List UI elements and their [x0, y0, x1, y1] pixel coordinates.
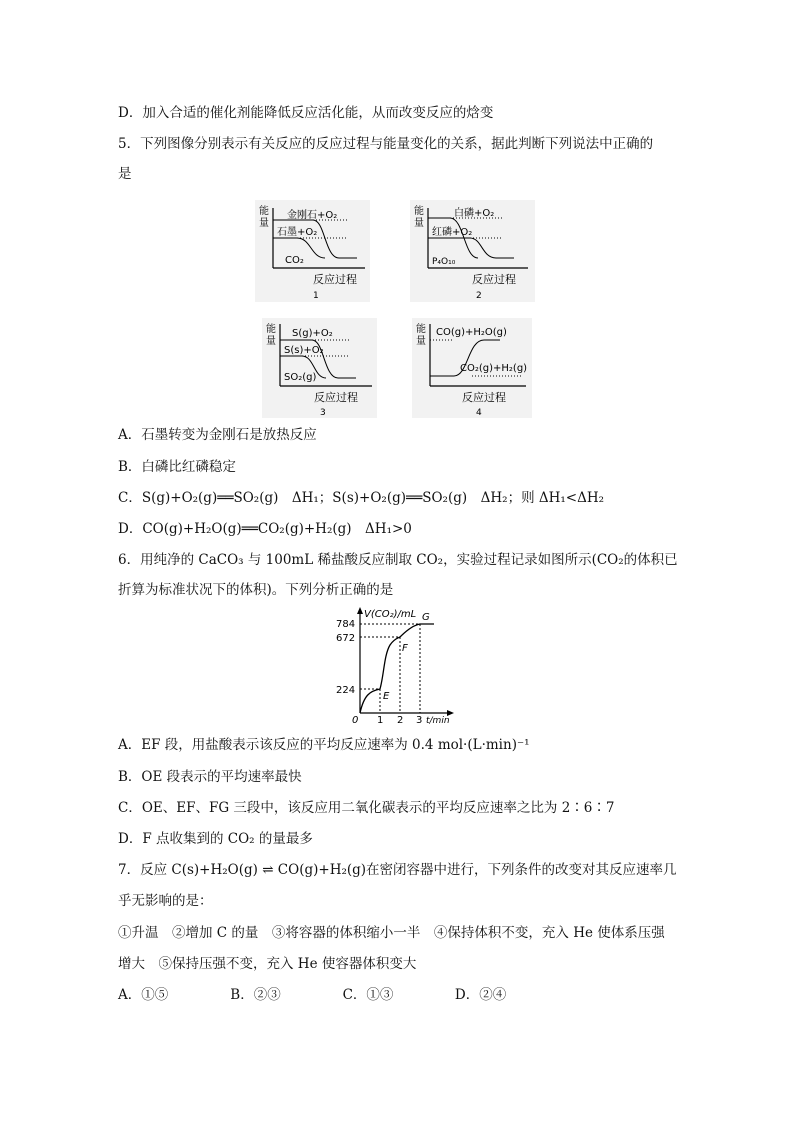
- energy-diagram-3: [262, 318, 377, 418]
- q7-conditions-line2: 增大 ⑤保持压强不变，充入 He 使容器体积变大: [118, 956, 417, 972]
- q7-option-d: D．②④: [454, 987, 507, 1003]
- q6-option-a: A．EF 段，用盐酸表示该反应的平均反应速率为 0.4 mol·(L·min)⁻¹: [118, 737, 530, 753]
- graph-point-f: F: [402, 643, 408, 654]
- graph-point-e: E: [383, 691, 390, 702]
- fig2-bottom-label: P₄O₁₀: [432, 257, 456, 267]
- graph-ytick-224: 224: [336, 685, 356, 696]
- graph-ylabel: V(CO₂)/mL: [364, 609, 417, 620]
- q7-options: [118, 985, 506, 1005]
- fig1-ylabel-2: 量: [259, 218, 269, 229]
- fig2-number: 2: [476, 291, 482, 301]
- q5-option-b: B．白磷比红磷稳定: [118, 459, 236, 475]
- energy-diagram-1: [255, 200, 370, 302]
- fig1-number: 1: [313, 291, 319, 301]
- graph-origin: 0: [352, 715, 359, 725]
- fig2-mid-label: 红磷+O₂: [432, 227, 473, 238]
- graph-xtick-2: 2: [397, 715, 404, 725]
- q7-option-a: A．①⑤: [118, 987, 169, 1003]
- graph-ytick-672: 672: [336, 633, 356, 644]
- q6-stem-line2: 折算为标准状况下的体积)。下列分析正确的是: [118, 582, 394, 598]
- fig2-ylabel-1: 能: [414, 206, 424, 217]
- graph-ytick-784: 784: [336, 619, 356, 630]
- fig4-ylabel-1: 能: [416, 324, 426, 335]
- fig2-ylabel-2: 量: [414, 218, 424, 229]
- q6-stem-line1: 6．用纯净的 CaCO₃ 与 100mL 稀盐酸反应制取 CO₂，实验过程记录如图所示(CO₂的体积已: [118, 552, 678, 568]
- energy-diagram-2: [410, 200, 535, 302]
- q5-option-d: D．CO(g)+H₂O(g)══CO₂(g)+H₂(g) ΔH₁>0: [118, 521, 412, 537]
- q5-option-a: A．石墨转变为金刚石是放热反应: [118, 427, 317, 443]
- fig4-xlabel: 反应过程: [462, 391, 506, 404]
- graph-point-g: G: [422, 612, 430, 623]
- fig3-bottom-label: SO₂(g): [284, 372, 317, 383]
- graph-xtick-1: 1: [377, 715, 384, 725]
- q6-option-c: C．OE、EF、FG 三段中，该反应用二氧化碳表示的平均反应速率之比为 2∶6∶7: [118, 800, 615, 816]
- fig3-xlabel: 反应过程: [314, 391, 358, 404]
- fig1-xlabel: 反应过程: [313, 273, 357, 286]
- fig4-ylabel-2: 量: [416, 336, 426, 347]
- graph-xlabel: t/min: [426, 716, 450, 725]
- fig4-number: 4: [476, 408, 482, 418]
- fig3-ylabel-1: 能: [266, 324, 276, 335]
- fig2-xlabel: 反应过程: [472, 273, 516, 286]
- fig2-top-label: 白磷+O₂: [454, 208, 495, 219]
- q6-option-b: B．OE 段表示的平均速率最快: [118, 769, 302, 785]
- co2-volume-graph: [330, 605, 460, 725]
- fig3-ylabel-2: 量: [266, 336, 276, 347]
- fig4-bottom-label: CO₂(g)+H₂(g): [460, 363, 528, 374]
- q7-option-b: B．②③: [230, 987, 281, 1003]
- q7-stem-line1: 7．反应 C(s)+H₂O(g) ⇌ CO(g)+H₂(g)在密闭容器中进行，下列条件的改变对其反应速率几: [118, 862, 677, 878]
- graph-xtick-3: 3: [416, 715, 423, 725]
- fig3-mid-label: S(s)+O₂: [284, 345, 324, 356]
- q5-stem-line1: 5．下列图像分别表示有关反应的反应过程与能量变化的关系，据此判断下列说法中正确的: [118, 136, 654, 152]
- q5-stem-line2: 是: [118, 166, 132, 182]
- energy-diagram-4: [412, 318, 532, 418]
- fig3-top-label: S(g)+O₂: [292, 328, 333, 339]
- q5-option-c: C．S(g)+O₂(g)══SO₂(g) ΔH₁；S(s)+O₂(g)══SO₂(g) ΔH₂；则 ΔH₁<ΔH₂: [118, 490, 605, 506]
- q7-stem-line2: 乎无影响的是：: [118, 893, 213, 909]
- fig1-ylabel-1: 能: [259, 206, 269, 217]
- q4-option-d: D．加入合适的催化剂能降低反应活化能，从而改变反应的焓变: [118, 105, 494, 121]
- fig1-bottom-label: CO₂: [285, 255, 304, 266]
- q7-option-c: C．①③: [342, 987, 394, 1003]
- fig3-number: 3: [320, 408, 326, 418]
- q7-conditions-line1: ①升温 ②增加 C 的量 ③将容器的体积缩小一半 ④保持体积不变，充入 He 使体系压强: [118, 925, 665, 941]
- fig1-top-label: 金刚石+O₂: [287, 210, 338, 221]
- fig1-mid-label: 石墨+O₂: [277, 227, 318, 238]
- fig4-top-label: CO(g)+H₂O(g): [436, 327, 507, 338]
- q6-option-d: D．F 点收集到的 CO₂ 的量最多: [118, 831, 313, 847]
